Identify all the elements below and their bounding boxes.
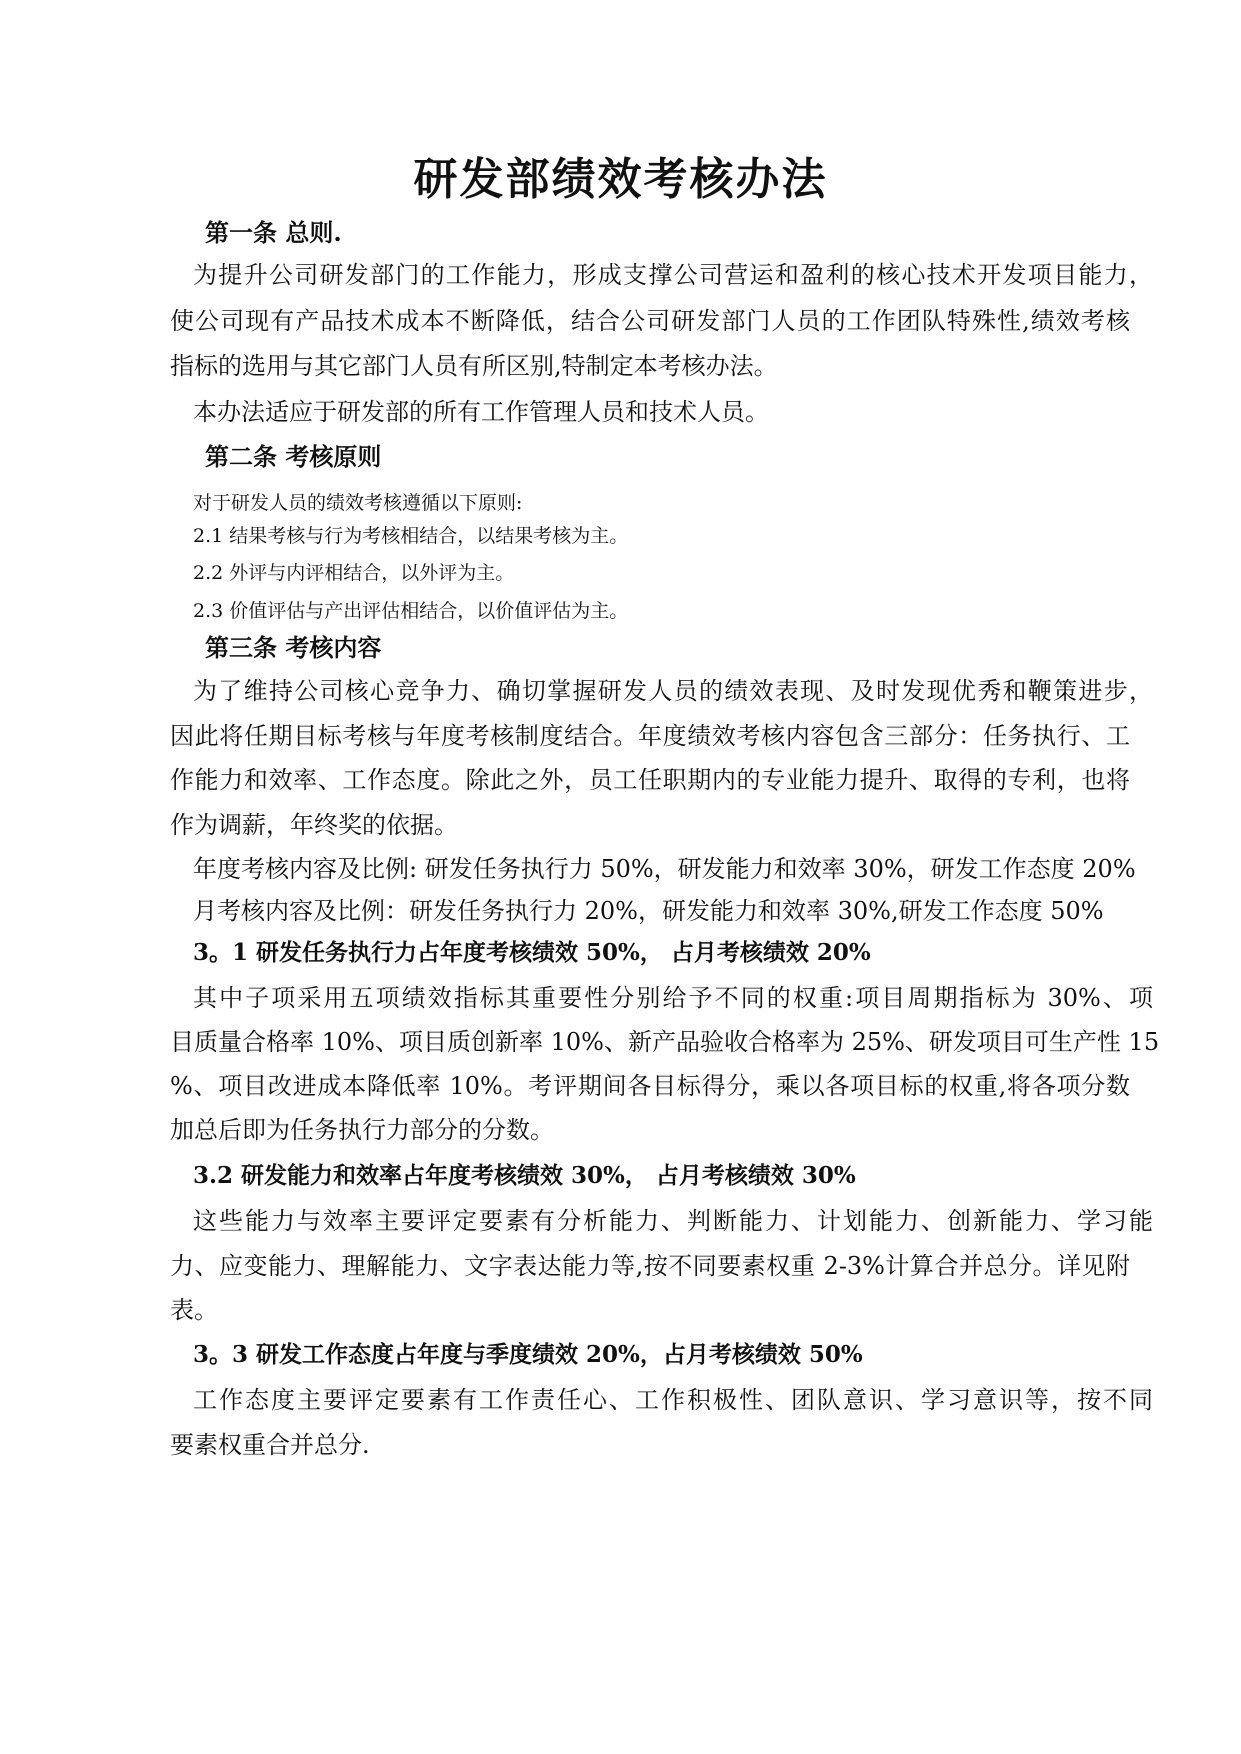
principle-item: 2.1 结果考核与行为考核相结合，以结果考核为主。 [193, 525, 629, 547]
paragraph-line: 为提升公司研发部门的工作能力，形成支撑公司营运和盈利的核心技术开发项目能力， [193, 261, 1153, 289]
paragraph-line: 使公司现有产品技术成本不断降低，结合公司研发部门人员的工作团队特殊性,绩效考核 [170, 307, 1130, 335]
paragraph-line: 因此将任期目标考核与年度考核制度结合。年度绩效考核内容包含三部分：任务执行、工 [170, 722, 1130, 750]
principle-item: 2.3 价值评估与产出评估相结合，以价值评估为主。 [193, 600, 629, 622]
paragraph-line: 指标的选用与其它部门人员有所区别,特制定本考核办法。 [170, 352, 778, 380]
principle-item: 2.2 外评与内评相结合，以外评为主。 [193, 562, 515, 584]
paragraph-line: 力、应变能力、理解能力、文字表达能力等,按不同要素权重 2-3%计算合并总分。详见附 [170, 1252, 1130, 1280]
annual-ratio-line: 年度考核内容及比例: 研发任务执行力 50%，研发能力和效率 30%，研发工作态度 20% [193, 855, 1136, 883]
paragraph-line: 其中子项采用五项绩效指标其重要性分别给予不同的权重:项目周期指标为 30%、项 [193, 984, 1153, 1012]
section-3-1-heading: 3。1 研发任务执行力占年度考核绩效 50%， 占月考核绩效 20% [193, 939, 871, 966]
section-3-3-heading: 3。3 研发工作态度占年度与季度绩效 20%，占月考核绩效 50% [193, 1341, 863, 1368]
monthly-ratio-line: 月考核内容及比例：研发任务执行力 20%，研发能力和效率 30%,研发工作态度 50% [193, 897, 1104, 925]
paragraph-line: 作能力和效率、工作态度。除此之外，员工任职期内的专业能力提升、取得的专利，也将 [170, 766, 1130, 794]
document-title: 研发部绩效考核办法 [413, 154, 828, 205]
paragraph-line: 加总后即为任务执行力部分的分数。 [170, 1116, 554, 1144]
paragraph-line: 表。 [170, 1296, 218, 1324]
paragraph-line: 这些能力与效率主要评定要素有分析能力、判断能力、计划能力、创新能力、学习能 [193, 1207, 1153, 1235]
paragraph-line: 作为调薪，年终奖的依据。 [170, 811, 458, 839]
paragraph-line: 目质量合格率 10%、项目质创新率 10%、新产品验收合格率为 25%、研发项目可生产性 15 [170, 1028, 1160, 1056]
article-1-heading: 第一条 总则. [205, 218, 342, 247]
section-3-2-heading: 3.2 研发能力和效率占年度考核绩效 30%， 占月考核绩效 30% [193, 1162, 856, 1189]
paragraph-line: 要素权重合并总分. [170, 1431, 370, 1459]
article-3-heading: 第三条 考核内容 [205, 633, 382, 662]
paragraph-line: 本办法适应于研发部的所有工作管理人员和技术人员。 [193, 398, 769, 426]
paragraph-line: %、项目改进成本降低率 10%。考评期间各目标得分，乘以各项目标的权重,将各项分数 [170, 1072, 1130, 1100]
paragraph-line: 为了维持公司核心竞争力、确切掌握研发人员的绩效表现、及时发现优秀和鞭策进步， [193, 677, 1153, 705]
article-2-heading: 第二条 考核原则 [205, 442, 382, 471]
principle-intro: 对于研发人员的绩效考核遵循以下原则: [193, 492, 523, 514]
paragraph-line: 工作态度主要评定要素有工作责任心、工作积极性、团队意识、学习意识等，按不同 [193, 1386, 1153, 1414]
